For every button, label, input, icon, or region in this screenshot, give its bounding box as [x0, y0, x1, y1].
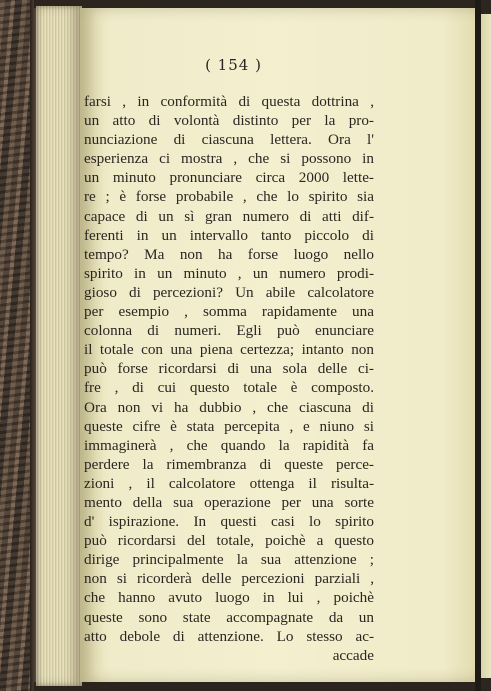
catchword: accade — [332, 646, 374, 664]
bottom-margin-shadow — [34, 682, 475, 691]
text-line: re ; è forse probabile , che lo spirito sia — [84, 188, 374, 206]
text-line: tempo? Ma non ha forse luogo nello — [84, 245, 374, 263]
text-line: mento della sua operazione per una sorte — [84, 493, 374, 511]
text-line: per esempio , somma rapidamente una — [84, 303, 374, 321]
text-line: farsi , in conformità di questa dottrina , — [84, 93, 374, 110]
text-line: fre , di cui questo totale è composto. — [84, 379, 374, 397]
text-line: ferenti in un intervallo tanto piccolo di — [84, 226, 374, 244]
text-line: il totale con una piena certezza; intanto non — [84, 341, 374, 359]
text-line: queste sono state accompagnate da un — [84, 608, 374, 626]
text-line: Ora non vi ha dubbio , che ciascuna di — [84, 398, 374, 416]
body-text-block — [84, 92, 374, 665]
text-line: esperienza ci mostra , che si possono in — [84, 150, 374, 168]
page-number: ( 154 ) — [205, 56, 262, 74]
text-line: un minuto pronunciare circa 2000 lette- — [84, 169, 374, 187]
text-line: atto debole di attenzione. Lo stesso ac- — [84, 627, 374, 645]
text-line: zioni , il calcolatore ottenga il risulta- — [84, 474, 374, 492]
text-line: capace di un sì gran numero di atti dif- — [84, 207, 374, 225]
text-line: queste cifre è stata percepita , e niuno si — [84, 417, 374, 435]
marbled-cover-board — [0, 0, 34, 691]
facing-page-sliver — [481, 14, 491, 678]
text-line: non si ricorderà delle percezioni parziali , — [84, 570, 374, 588]
text-line: gioso di percezioni? Un abile calcolatore — [84, 283, 374, 301]
text-line: immaginerà , che quando la rapidità fa — [84, 436, 374, 454]
text-line: può ricordarsi del totale, poichè a questo — [84, 532, 374, 550]
top-margin-shadow — [34, 0, 475, 8]
text-line: che hanno avuto luogo in lui , poichè — [84, 589, 374, 607]
text-line: spirito in un minuto , un numero prodi- — [84, 264, 374, 282]
text-line: perdere la rimembranza di queste perce- — [84, 455, 374, 473]
text-line: dirige principalmente la sua attenzione ; — [84, 551, 374, 569]
text-line: un atto di volontà distinto per la pro- — [84, 112, 374, 130]
page-stack-edges — [36, 6, 82, 686]
text-line: colonna di numeri. Egli può enunciare — [84, 322, 374, 340]
text-line: nunciazione di ciascuna lettera. Ora l' — [84, 131, 374, 149]
text-line: può forse ricordarsi di una sola delle ci- — [84, 360, 374, 378]
text-line: d' ispirazione. In questi casi lo spirito — [84, 513, 374, 531]
